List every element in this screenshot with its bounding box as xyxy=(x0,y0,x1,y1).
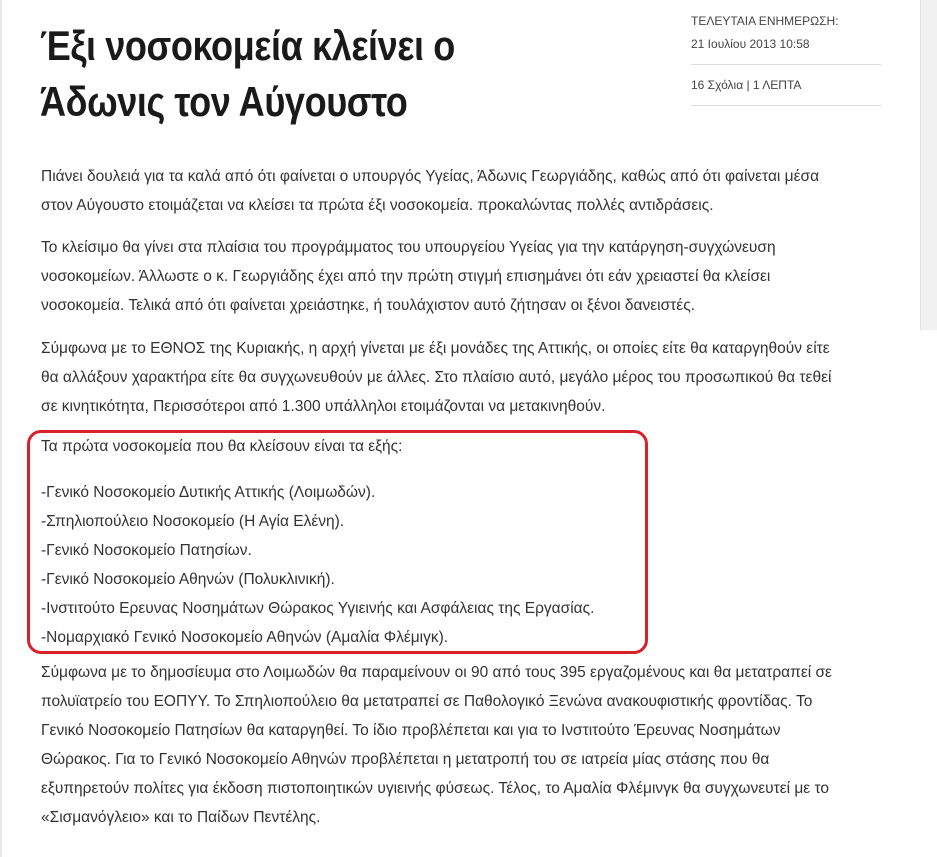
list-item: -Σπηλιοπούλειο Νοσοκομείο (Η Αγία Ελένη). xyxy=(41,513,345,530)
list-item: -Γενικό Νοσοκομείο Αθηνών (Πολυκλινική). xyxy=(41,571,335,588)
text-line: νοσοκομείων. Άλλωστε ο κ. Γεωργιάδης έχει από την πρώτη στιγμή επισημάνει ότι εάν χρειαστεί θα κλείσει xyxy=(41,268,771,285)
text-line: Σύμφωνα με το δημοσίευμα στο Λοιμωδών θα παραμείνουν οι 90 από τους 395 εργαζομένους και θα μετατραπεί σε xyxy=(41,664,832,681)
hospital-list-intro: Τα πρώτα νοσοκομεία που θα κλείσουν είναι τα εξής: xyxy=(41,438,403,455)
text-line: Θώρακος. Για το Γενικό Νοσοκομείο Αθηνών προβλέπεται η μετατροπή του σε ιατρεία μίας στάσης που θα xyxy=(41,751,770,768)
text-line: νοσοκομεία. Τελικά από ότι φαίνεται χρειάστηκε, ή τουλάχιστον αυτό ζήτησαν οι ξένοι δανειστές. xyxy=(41,297,695,314)
text-line: Πιάνει δουλειά για τα καλά από ότι φαίνεται ο υπουργός Υγείας, Άδωνις Γεωργιάδης, καθώς από ότι φαίνεται μέσα xyxy=(41,168,820,185)
paragraph-closure-program xyxy=(41,233,901,320)
comments-read-time[interactable]: 16 Σχόλια | 1 ΛΕΠΤΑ xyxy=(691,75,881,106)
hospital-list xyxy=(41,478,594,652)
text-line: στον Αύγουστο ετοιμάζεται να κλείσει τα πρώτα έξι νοσοκομεία. προκαλώντας πολλές αντιδράσεις. xyxy=(41,197,714,214)
text-line: σε κινητικότητα, Περισσότεροι από 1.300 υπάλληλοι ετοιμάζονται να μετακινηθούν. xyxy=(41,398,606,415)
updated-label: ΤΕΛΕΥΤΑΙΑ ΕΝΗΜΕΡΩΣΗ: xyxy=(691,14,839,28)
list-item: -Ινστιτούτο Ερευνας Νοσημάτων Θώρακος Υγιεινής και Ασφάλειας της Εργασίας. xyxy=(41,600,595,617)
title-line-1: Έξι νοσοκομεία κλείνει ο xyxy=(40,22,455,69)
text-line: Γενικό Νοσοκομείο Πατησίων θα καταργηθεί. Το ίδιο προβλέπεται και για το Ινστιτούτο Έρευνας Νοσημάτων xyxy=(41,722,781,739)
text-line: θα αλλάξουν χαρακτήρα είτε θα συγχωνευθούν με άλλες. Στο πλαίσιο αυτό, μεγάλο μέρος του προσωπικού θα τεθεί xyxy=(41,369,832,386)
text-line: Σύμφωνα με το ΕΘΝΟΣ της Κυριακής, η αρχή γίνεται με έξι μονάδες της Αττικής, οι οποίες είτε θα καταργηθούν είτε xyxy=(41,340,830,357)
paragraph-intro xyxy=(41,162,901,220)
scrollbar[interactable] xyxy=(920,0,937,330)
title-line-2: Άδωνις τον Αύγουστο xyxy=(40,78,408,125)
list-item: -Νομαρχιακό Γενικό Νοσοκομείο Αθηνών (Αμαλία Φλέμιγκ). xyxy=(41,629,449,646)
list-item: -Γενικό Νοσοκομείο Πατησίων. xyxy=(41,542,252,559)
paragraph-details xyxy=(41,658,901,832)
article-meta xyxy=(691,12,881,106)
text-line: πολυϊατρείο του ΕΟΠΥΥ. Το Σπηλιοπούλειο θα μετατραπεί σε Παθολογικό Ξενώνα ανακουφιστικής φροντίδας. Το xyxy=(41,693,813,710)
list-item: -Γενικό Νοσοκομείο Δυτικής Αττικής (Λοιμωδών). xyxy=(41,484,376,501)
text-line: «Σισμανόγλειο» και το Παίδων Πεντέλης. xyxy=(41,809,321,826)
article-title xyxy=(40,18,565,130)
text-line: Το κλείσιμο θα γίνει στα πλαίσια του προγράμματος του υπουργείου Υγείας για την κατάργηση-συγχώνευση xyxy=(41,239,776,256)
text-line: εξυπηρετούν πολίτες για έκδοση πιστοποιητικών υγιεινής φύσεως. Τέλος, το Αμαλία Φλέμινγκ θα συγχωνευτεί με το xyxy=(41,780,830,797)
page-left-border xyxy=(0,0,2,857)
paragraph-ethnos-report xyxy=(41,334,901,421)
updated-date: 21 Ιουλίου 2013 10:58 xyxy=(691,34,881,65)
